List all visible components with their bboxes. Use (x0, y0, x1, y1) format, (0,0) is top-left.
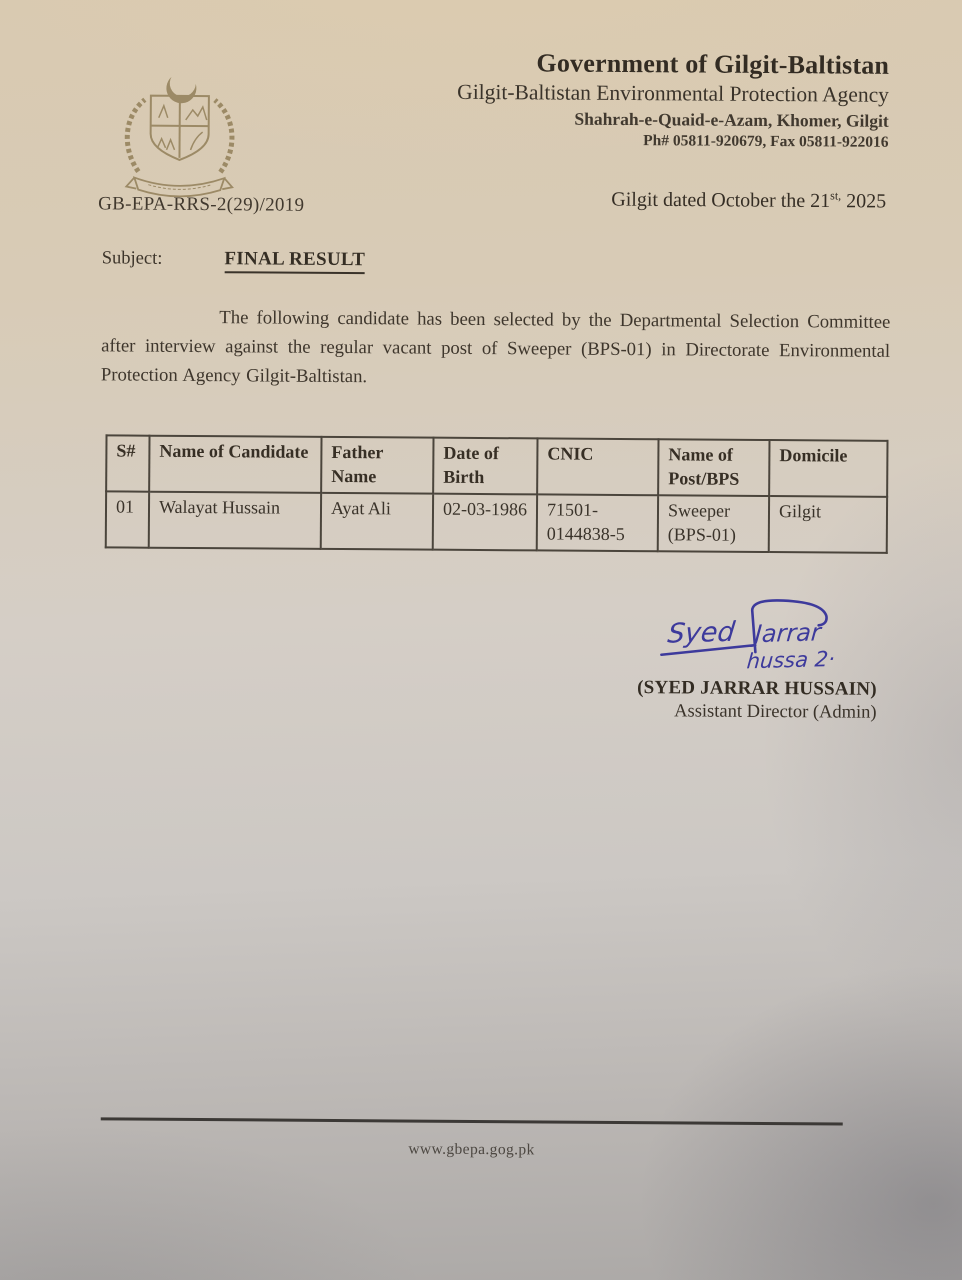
cell-candidate-name: Walayat Hussain (149, 492, 321, 549)
cell-serial: 01 (106, 491, 149, 547)
signature-word-hussain: hussa 2· (745, 645, 836, 674)
date-prefix: Gilgit dated October the 21 (611, 188, 831, 213)
cell-father-name: Ayat Ali (321, 493, 433, 550)
table-row (106, 491, 887, 552)
agency-address: Shahrah-e-Quaid-e-Azam, Khomer, Gilgit (574, 108, 889, 131)
cell-domicile: Gilgit (769, 496, 887, 553)
date-year: 2025 (841, 190, 887, 213)
signatory-block (637, 677, 877, 724)
handwritten-signature (650, 593, 872, 691)
col-serial: S# (106, 435, 149, 491)
result-table (105, 434, 889, 553)
letterhead (249, 46, 890, 151)
cell-date-of-birth: 02-03-1986 (433, 494, 537, 551)
body-paragraph: The following candidate has been selected by the Departmental Selection Committee after interview against the regular vacant post of Sweeper (BPS-01) in Directorate Environmental Protection Agency Gilgit-Baltistan. (100, 307, 891, 388)
government-crest-icon (100, 51, 259, 204)
col-candidate-name: Name of Candidate (149, 436, 321, 493)
footer-divider (101, 1117, 843, 1125)
website-url: www.gbepa.gog.pk (408, 1140, 535, 1159)
reference-number: GB-EPA-RRS-2(29)/2019 (98, 193, 305, 216)
agency-name: Gilgit-Baltistan Environmental Protection Agency (457, 79, 890, 107)
subject-value: FINAL RESULT (224, 248, 365, 274)
date-ordinal: st, (830, 188, 842, 203)
col-father-name: Father Name (321, 437, 433, 494)
cell-cnic: 71501-0144838-5 (537, 494, 658, 551)
government-title: Government of Gilgit-Baltistan (536, 48, 890, 80)
signature-word-jarrar: Jarrar (753, 618, 822, 649)
date-line (611, 187, 886, 214)
signature-word-syed: Syed (666, 616, 737, 650)
subject-label: Subject: (101, 248, 163, 269)
col-domicile: Domicile (769, 440, 887, 497)
cell-post-bps: Sweeper (BPS-01) (658, 495, 769, 552)
col-cnic: CNIC (537, 438, 658, 495)
signatory-name: (SYED JARRAR HUSSAIN) (637, 677, 877, 700)
col-post-bps: Name of Post/BPS (658, 439, 769, 496)
agency-contact: Ph# 05811-920679, Fax 05811-922016 (643, 132, 889, 151)
subject-row (102, 247, 366, 274)
table-header-row (106, 435, 887, 496)
signatory-title: Assistant Director (Admin) (674, 701, 877, 723)
col-date-of-birth: Date of Birth (433, 438, 537, 495)
